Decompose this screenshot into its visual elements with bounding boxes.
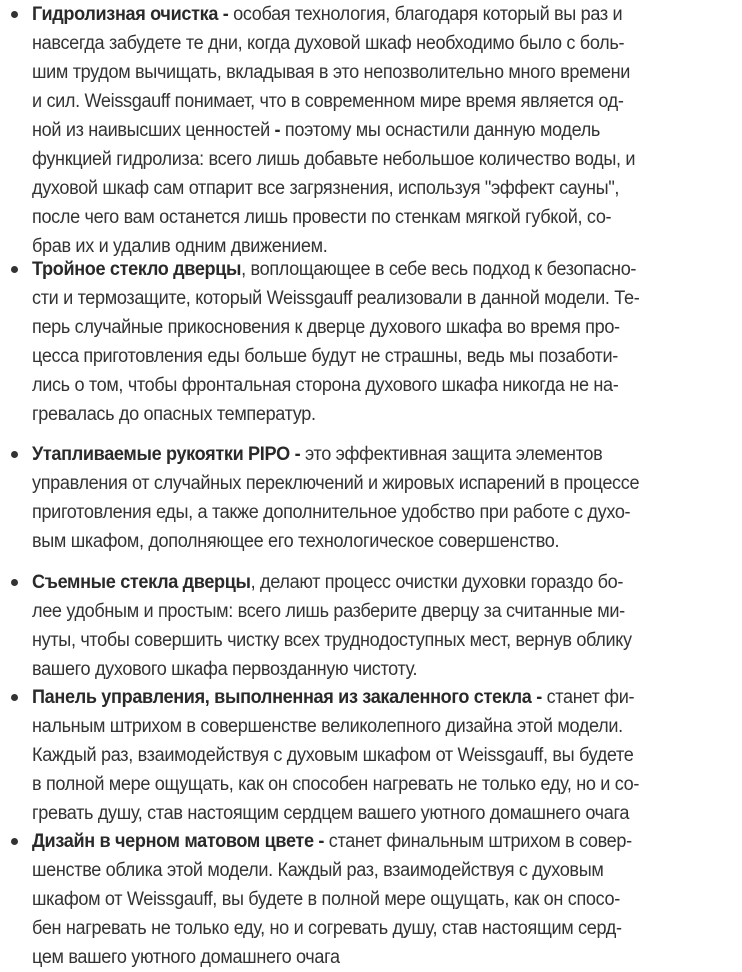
body-text: , делают процесс очистки духовки гораздо бо- xyxy=(250,572,624,593)
body-text: приготовления еды, а также дополнительное удобство при работе с духо- xyxy=(32,502,631,523)
text-line xyxy=(32,400,738,429)
list-item xyxy=(0,440,742,556)
text-line xyxy=(32,914,738,943)
body-text: Каждый раз, взаимодействуя с духовым шкафом от Weissgauff, вы будете xyxy=(32,745,634,766)
text-line xyxy=(32,527,738,556)
list-item xyxy=(0,568,742,684)
text-line xyxy=(32,29,738,58)
text-line xyxy=(32,799,738,828)
body-text: , воплощающее в себе весь подход к безопасно- xyxy=(241,259,637,280)
text-line xyxy=(32,174,738,203)
body-text: навсегда забудете те дни, когда духовой шкаф необходимо было с боль- xyxy=(32,33,625,54)
text-line xyxy=(32,568,738,597)
text-line xyxy=(32,885,738,914)
feature-title: Дизайн в черном матовом цвете - xyxy=(32,831,325,852)
body-text: функцией гидролиза: всего лишь добавьте небольшое количество воды, и xyxy=(32,149,636,170)
body-text: это эффективная защита элементов xyxy=(300,444,603,465)
text-line xyxy=(32,498,738,527)
text-line xyxy=(32,597,738,626)
text-line xyxy=(32,741,738,770)
text-line xyxy=(32,145,738,174)
body-text: лее удобным и простым: всего лишь разберите дверцу за считанные ми- xyxy=(32,601,625,622)
body-text: шкафом от Weissgauff, вы будете в полной мере ощущать, как он спосо- xyxy=(32,889,620,910)
text-line xyxy=(32,655,738,684)
body-text: и сил. Weissgauff понимает, что в современном мире время является од- xyxy=(32,91,624,112)
body-text: гревалась до опасных температур. xyxy=(32,404,316,425)
text-line xyxy=(32,440,738,469)
body-text: ной из наивысших ценностей xyxy=(32,120,275,141)
bullet-icon xyxy=(11,694,18,701)
list-item xyxy=(0,683,742,828)
body-text: брав их и удалив одним движением. xyxy=(32,236,328,257)
body-text: шим трудом вычищать, вкладывая в это непозволительно много времени xyxy=(32,62,631,83)
body-text: нальным штрихом в совершенстве великолепного дизайна этой модели. xyxy=(32,716,623,737)
body-text: особая технология, благодаря который вы раз и xyxy=(228,4,623,25)
text-line xyxy=(32,58,738,87)
text-line xyxy=(32,469,738,498)
body-text: станет фи- xyxy=(541,687,635,708)
body-text: в полной мере ощущать, как он способен нагревать не только еду, но и со- xyxy=(32,774,640,795)
body-text: цем вашего уютного домашнего очага xyxy=(32,947,340,968)
text-line xyxy=(32,371,738,400)
list-item xyxy=(0,0,742,261)
body-text: после чего вам останется лишь провести по стенкам мягкой губкой, со- xyxy=(32,207,612,228)
body-text: бен нагревать не только еду, но и согревать душу, став настоящим серд- xyxy=(32,918,622,939)
bullet-icon xyxy=(11,11,18,18)
text-line xyxy=(32,116,738,145)
body-text: шенстве облика этой модели. Каждый раз, взаимодействуя с духовым xyxy=(32,860,604,881)
text-line xyxy=(32,683,738,712)
text-line xyxy=(32,342,738,371)
body-text: управления от случайных переключений и жировых испарений в процессе xyxy=(32,473,640,494)
list-item xyxy=(0,827,742,972)
text-line xyxy=(32,626,738,655)
text-line xyxy=(32,0,738,29)
body-text: цесса приготовления еды больше будут не страшны, ведь мы позаботи- xyxy=(32,346,618,367)
body-text: поэтому мы оснастили данную модель xyxy=(280,120,601,141)
text-line xyxy=(32,712,738,741)
body-text: гревать душу, став настоящим сердцем вашего уютного домашнего очага xyxy=(32,803,630,824)
feature-title: Съемные стекла дверцы xyxy=(32,572,251,593)
list-item xyxy=(0,255,742,429)
body-text: станет финальным штрихом в совер- xyxy=(324,831,632,852)
body-text: духовой шкаф сам отпарит все загрязнения, используя "эффект сауны", xyxy=(32,178,620,199)
text-line xyxy=(32,770,738,799)
text-line xyxy=(32,313,738,342)
text-line xyxy=(32,856,738,885)
feature-title: Утапливаемые рукоятки PIPO - xyxy=(32,444,301,465)
text-line xyxy=(32,827,738,856)
text-line xyxy=(32,284,738,313)
text-line xyxy=(32,943,738,972)
bullet-icon xyxy=(11,838,18,845)
bullet-icon xyxy=(11,579,18,586)
body-text: сти и термозащите, который Weissgauff реализовали в данной модели. Те- xyxy=(32,288,640,309)
bold-text: - xyxy=(274,120,281,141)
text-line xyxy=(32,203,738,232)
bullet-icon xyxy=(11,451,18,458)
bullet-icon xyxy=(11,266,18,273)
text-line xyxy=(32,87,738,116)
body-text: лись о том, чтобы фронтальная сторона духового шкафа никогда не на- xyxy=(32,375,619,396)
text-line xyxy=(32,255,738,284)
feature-title: Тройное стекло дверцы xyxy=(32,259,242,280)
feature-title: Гидролизная очистка - xyxy=(32,4,229,25)
body-text: вашего духового шкафа первозданную чистоту. xyxy=(32,659,418,680)
body-text: перь случайные прикосновения к дверце духового шкафа во время про- xyxy=(32,317,620,338)
feature-title: Панель управления, выполненная из закаленного стекла - xyxy=(32,687,542,708)
body-text: вым шкафом, дополняющее его технологическое совершенство. xyxy=(32,531,560,552)
body-text: нуты, чтобы совершить чистку всех труднодоступных мест, вернув облику xyxy=(32,630,632,651)
